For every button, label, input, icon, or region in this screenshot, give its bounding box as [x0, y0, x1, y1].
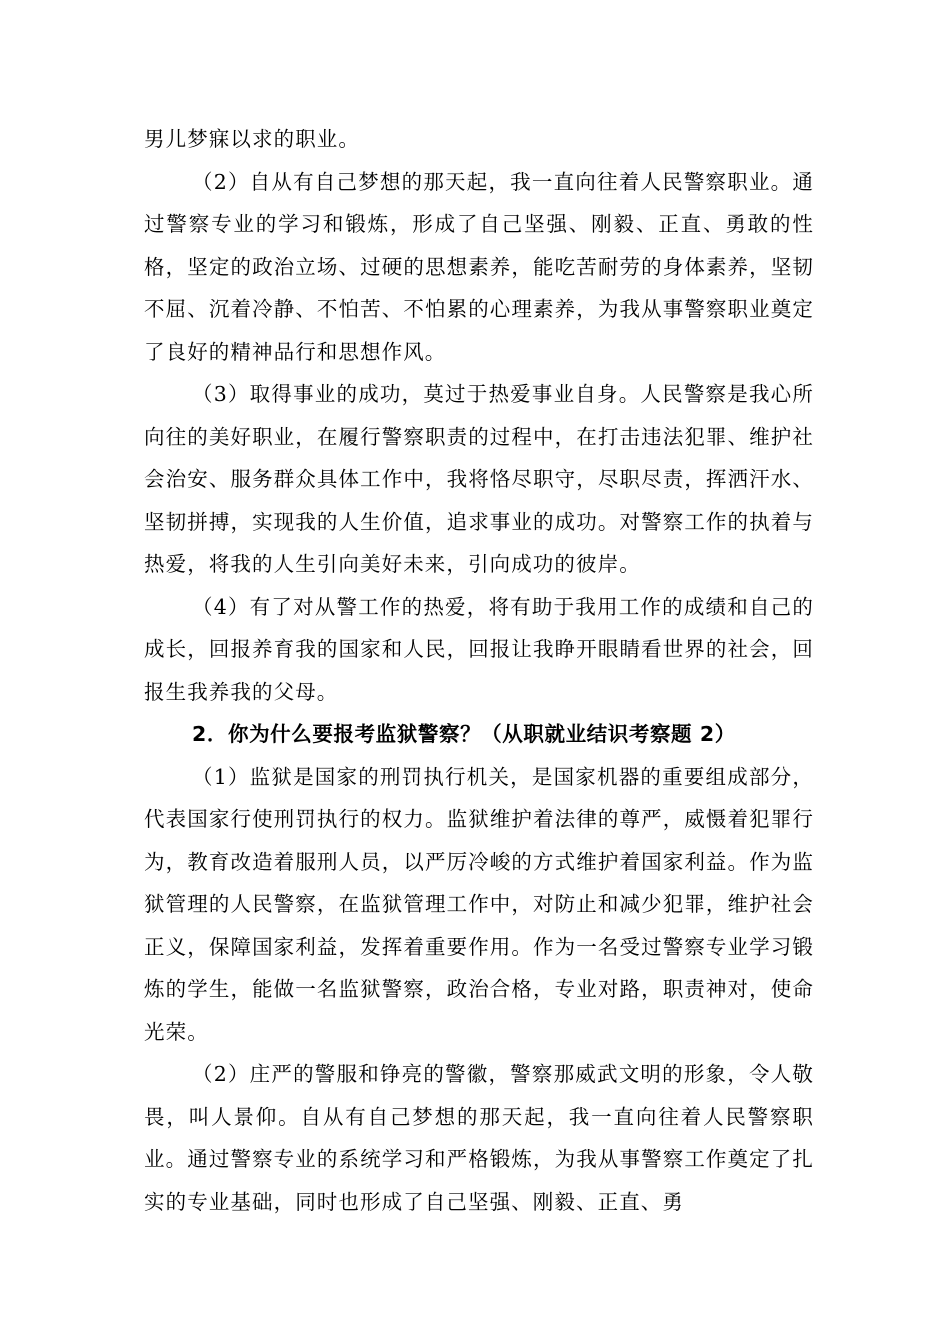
paragraph-item-3: （3）取得事业的成功，莫过于热爱事业自身。人民警察是我心所向往的美好职业，在履行警察职责的过程中，在打击违法犯罪、维护社会治安、服务群众具体工作中，我将恪尽职守，尽职尽责，挥洒汗水、坚韧拼搏，实现我的人生价值，追求事业的成功。对警察工作的执着与热爱，将我的人生引向美好未来，引向成功的彼岸。: [144, 382, 814, 576]
section-paragraph-1: （1）监狱是国家的刑罚执行机关，是国家机器的重要组成部分，代表国家行使刑罚执行的权力。监狱维护着法律的尊严，威慑着犯罪行为，教育改造着服刑人员，以严厉冷峻的方式维护着国家利益。作为监狱管理的人民警察，在监狱管理工作中，对防止和减少犯罪，维护社会正义，保障国家利益，发挥着重要作用。作为一名受过警察专业学习锻炼的学生，能做一名监狱警察，政治合格，专业对路，职责神对，使命光荣。: [144, 764, 814, 1044]
paragraph-continuation: 男儿梦寐以求的职业。: [144, 127, 360, 151]
paragraph-item-4: （4）有了对从警工作的热爱，将有助于我用工作的成绩和自己的成长，回报养育我的国家和人民，回报让我睁开眼睛看世界的社会，回报生我养我的父母。: [144, 594, 814, 704]
section-heading: 2．你为什么要报考监狱警察？（从职就业结识考察题 2）: [192, 722, 736, 746]
section-paragraph-2: （2）庄严的警服和铮亮的警徽，警察那威武文明的形象，令人敬畏，叫人景仰。自从有自己梦想的那天起，我一直向往着人民警察职业。通过警察专业的系统学习和严格锻炼，为我从事警察工作奠定了扎实的专业基础，同时也形成了自己坚强、刚毅、正直、勇: [144, 1062, 814, 1214]
paragraph-item-2: （2）自从有自己梦想的那天起，我一直向往着人民警察职业。通过警察专业的学习和锻炼，形成了自己坚强、刚毅、正直、勇敢的性格，坚定的政治立场、过硬的思想素养，能吃苦耐劳的身体素养，坚韧不屈、沉着冷静、不怕苦、不怕累的心理素养，为我从事警察职业奠定了良好的精神品行和思想作风。: [144, 169, 814, 364]
document-page: [144, 118, 814, 1223]
